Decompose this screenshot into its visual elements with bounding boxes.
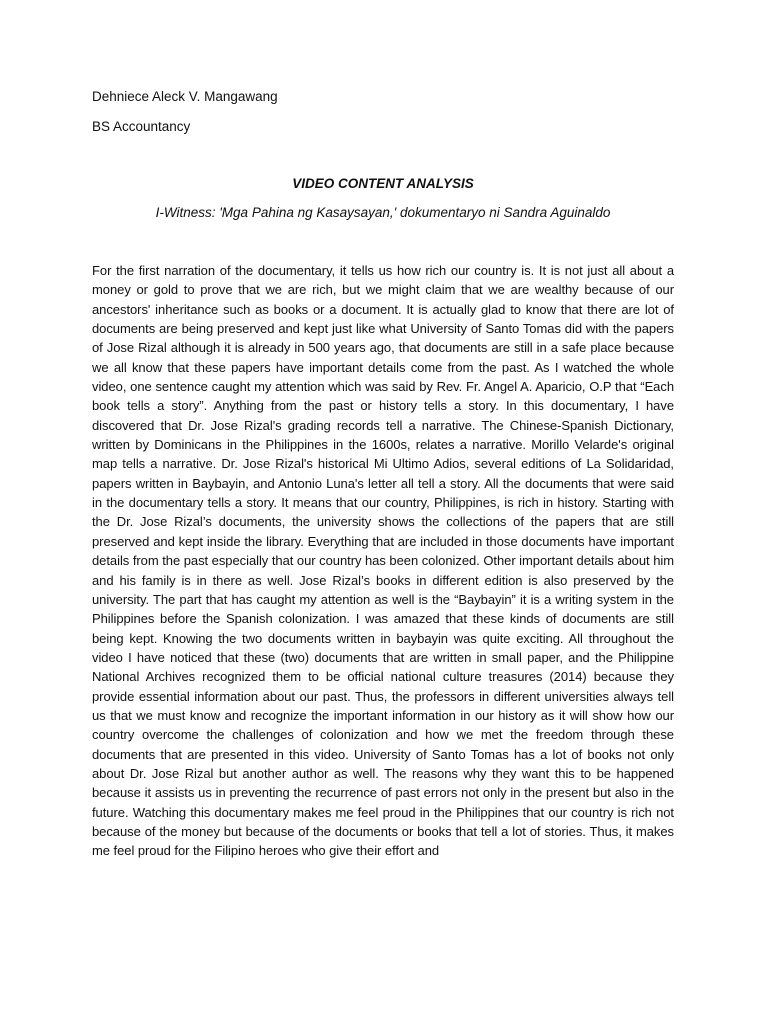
document-title: VIDEO CONTENT ANALYSIS xyxy=(292,176,474,191)
body-paragraph: For the first narration of the documentary, it tells us how rich our country is. It is not just all about a money or gold to prove that we are rich, but we might claim that we are wealthy because of our ancestors' inheritance such as books or a document. It is actually glad to know that there are lot of documents are being preserved and kept just like what University of Santo Tomas did with the papers of Jose Rizal although it is already in 500 years ago, that documents are still in a safe place because we all know that these papers have important details come from the past. As I watched the whole video, one sentence caught my attention which was said by Rev. Fr. Angel A. Aparicio, O.P that “Each book tells a story”. Anything from the past or history tells a story. In this documentary, I have discovered that Dr. Jose Rizal's grading records tell a narrative. The Chinese-Spanish Dictionary, written by Dominicans in the Philippines in the 1600s, relates a narrative. Morillo Velarde's original map tells a narrative. Dr. Jose Rizal's historical Mi Ultimo Adios, several editions of La Solidaridad, papers written in Baybayin, and Antonio Luna's letter all tell a story. All the documents that were said in the documentary tells a story. It means that our country, Philippines, is rich in history. Starting with the Dr. Jose Rizal’s documents, the university shows the collections of the papers that are still preserved and kept inside the library. Everything that are included in those documents have important details from the past especially that our country has been colonized. Other important details about him and his family is in there as well. Jose Rizal’s books in different edition is also preserved by the university. The part that has caught my attention as well is the “Baybayin” it is a writing system in the Philippines before the Spanish colonization. I was amazed that these kinds of documents are still being kept. Knowing the two documents written in baybayin was quite exciting. All throughout the video I have noticed that these (two) documents that are written in small paper, and the Philippine National Archives recognized them to be official national culture treasures (2014) because they provide essential information about our past. Thus, the professors in different universities always tell us that we must know and recognize the important information in our history as it will show how our country overcome the challenges of colonization and how we met the freedom through these documents that are presented in this video. University of Santo Tomas has a lot of books not only about Dr. Jose Rizal but another author as well. The reasons why they want this to be happened because it assists us in preventing the recurrence of past errors not only in the present but also in the future. Watching this documentary makes me feel proud in the Philippines that our country is rich not because of the money but because of the documents or books that tell a lot of stories. Thus, it makes me feel proud for the Filipino heroes who give their effort and xyxy=(92,263,674,859)
author-name: Dehniece Aleck V. Mangawang xyxy=(92,89,278,104)
program-name: BS Accountancy xyxy=(92,119,191,134)
document-subtitle: I-Witness: 'Mga Pahina ng Kasaysayan,' dokumentaryo ni Sandra Aguinaldo xyxy=(155,205,611,220)
